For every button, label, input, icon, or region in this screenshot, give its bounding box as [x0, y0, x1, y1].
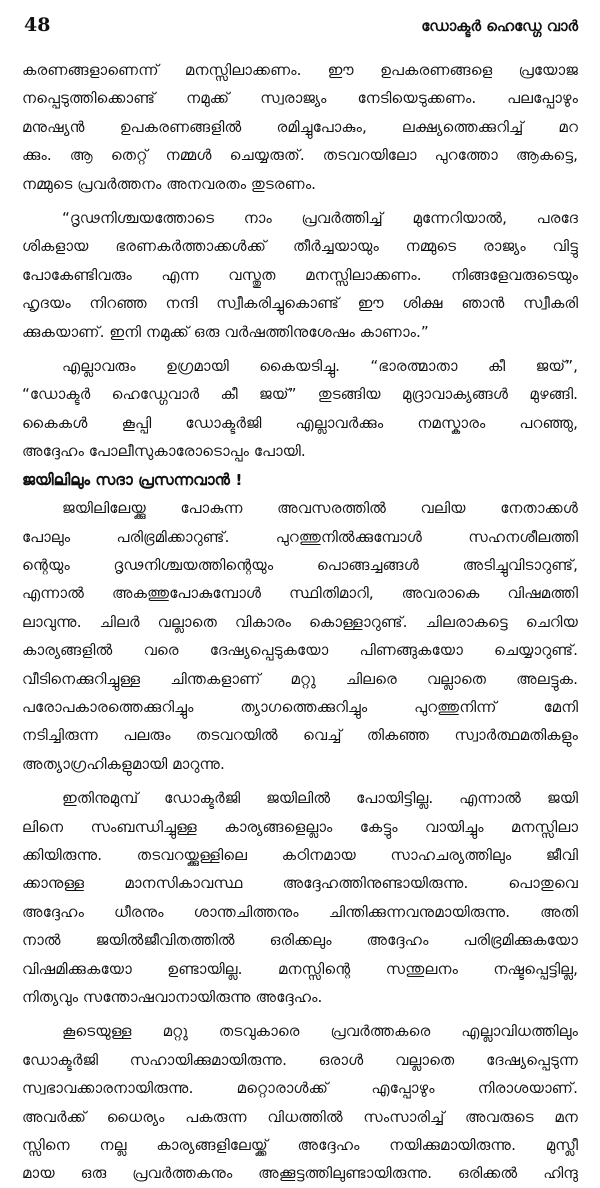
text-line: കാര്യങ്ങളിൽ വരെ ദേഷ്യപ്പെടുകയോ പിണങ്ങുകയോ ചെയ്യാറുണ്ട്.: [22, 641, 578, 660]
paragraph: [22, 352, 578, 466]
text-line: ക്കും. ആ തെറ്റ് നമ്മൾ ചെയ്യരുത്. തടവറയിലോ പുറത്തോ ആകട്ടെ,: [22, 146, 578, 165]
page-number: 48: [24, 14, 51, 36]
text-line: മായ ഒരു പ്രവർത്തകനും അക്കൂട്ടത്തിലുണ്ടായിരുന്നു. ഒരിക്കൽ ഹിന്ദു: [22, 1164, 578, 1183]
paragraph: [22, 784, 578, 1011]
text-line: നടിച്ചിരുന്ന പലരും തടവറയിൽ വെച്ച് തികഞ്ഞ സ്വാർത്ഥമതികളും: [22, 726, 578, 745]
paragraph: [22, 494, 578, 778]
text-line: നാൽ ജയിൽജീവിതത്തിൽ ഒരിക്കലും അദ്ദേഹം പരിഭ്രമിക്കുകയോ: [22, 931, 578, 950]
text-line: വീടിനെക്കുറിച്ചുള്ള ചിന്തകളാണ് മറ്റു ചിലരെ വല്ലാതെ അലട്ടുക.: [22, 669, 578, 688]
page-header: [22, 14, 578, 44]
text-line: കരണങ്ങളാണെന്ന് മനസ്സിലാക്കണം. ഈ ഉപകരണങ്ങളെ പ്രയോജ: [22, 61, 578, 79]
text-line: അദ്ദേഹം ധീരനും ശാന്തചിത്തനും ചിന്തിക്കുന്നവനുമായിരുന്നു. അതി: [22, 902, 578, 921]
text-line: അവർക്ക് ധൈര്യം പകരുന്ന വിധത്തിൽ സംസാരിച്ച് അവരുടെ മന: [22, 1107, 578, 1126]
text-line: ലിനെ സംബന്ധിച്ചുള്ള കാര്യങ്ങളെല്ലാം കേട്ടും വായിച്ചും മനസ്സിലാ: [22, 817, 578, 836]
text-line: അദ്ദേഹം പോലീസുകാരോടൊപ്പം പോയി.: [22, 442, 306, 461]
text-line: വിഷമിക്കുകയോ ഉണ്ടായില്ല. മനസ്സിന്റെ സന്തുലനം നഷ്ടപ്പെട്ടില്ല,: [22, 959, 578, 978]
text-line: ഇതിനുമുമ്പ് ഡോക്ടർജി ജയിലിൽ പോയിട്ടില്ല. എന്നാൽ ജയി: [62, 789, 578, 808]
text-line: നപ്പെടുത്തിക്കൊണ്ട് നമുക്ക് സ്വരാജ്യം നേടിയെടുക്കണം. പലപ്പോഴും: [22, 89, 578, 108]
section-heading: ജയിലിലും സദാ പ്രസന്നവാൻ !: [22, 470, 243, 489]
text-line: ലാവുന്നു. ചിലർ വല്ലാതെ വികാരം കൊള്ളാറുണ്ട്. ചിലരാകട്ടെ ചെറിയ: [22, 612, 578, 631]
text-line: ഹൃദയം നിറഞ്ഞ നന്ദി സ്വീകരിച്ചുകൊണ്ട് ഈ ശിക്ഷ ഞാൻ സ്വീകരി: [22, 294, 578, 313]
text-line: പോലും പരിഭ്രമിക്കാറുണ്ട്. പുറത്തുനിൽക്കുമ്പോൾ സഹനശീലത്തി: [22, 527, 578, 546]
text-line: കൈകൾ കൂപ്പി ഡോക്ടർജി എല്ലാവർക്കും നമസ്കാരം പറഞ്ഞു,: [22, 413, 578, 432]
text-line: “ഡോക്ടർ ഹെഡ്ഗേവാർ കീ ജയ്” തുടങ്ങിയ മുദ്രാവാക്യങ്ങൾ മുഴങ്ങി.: [22, 385, 578, 404]
text-line: ന്റെയും ദൃഢനിശ്ചയത്തിന്റെയും പൊങ്ങച്ചങ്ങൾ അടിച്ചുവിടാറുണ്ട്,: [22, 555, 578, 574]
text-line: ക്കാനുള്ള മാനസികാവസ്ഥ അദ്ദേഹത്തിനുണ്ടായിരുന്നു. പൊതുവെ: [22, 874, 578, 893]
text-line: നിത്യവും സന്തോഷവാനായിരുന്നു അദ്ദേഹം.: [22, 988, 323, 1006]
paragraph: [22, 56, 578, 198]
text-line: ക്കിയിരുന്നു. തടവറയ്ക്കുള്ളിലെ കഠിനമായ സാഹചര്യത്തിലും ജീവി: [22, 845, 578, 864]
text-line: ജയിലിലേയ്ക്കു പോകുന്ന അവസരത്തിൽ വലിയ നേതാക്കൾ: [62, 499, 578, 518]
text-line: പോകേണ്ടിവരും എന്ന വസ്തുത മനസ്സിലാക്കണം. നിങ്ങളേവരുടെയും: [22, 265, 578, 284]
paragraph: [22, 204, 578, 346]
text-line: ശികളായ ഭരണകർത്താക്കൾക്ക് തീർച്ചയായും നമ്മുടെ രാജ്യം വിട്ടു: [22, 237, 578, 256]
text-line: സ്സിനെ നല്ല കാര്യങ്ങളിലേയ്ക്ക് അദ്ദേഹം നയിക്കുമായിരുന്നു. മുസ്ലീ: [22, 1136, 578, 1155]
text-line: ക്കുകയാണ്. ഇനി നമുക്ക് ഒരു വർഷത്തിനുശേഷം കാണാം.”: [22, 322, 429, 341]
running-title: ഡോക്ടർ ഹെഡ്ഗേ വാർ: [421, 17, 578, 35]
body-text: [22, 56, 578, 1188]
text-line: അത്യാഗ്രഹികളുമായി മാറുന്നു.: [22, 754, 225, 773]
paragraph: [22, 1017, 578, 1187]
text-line: പരോപകാരത്തെക്കുറിച്ചും ത്യാഗത്തെക്കുറിച്ചും പുറത്തുനിന്ന് മേനി: [22, 697, 578, 716]
text-line: എന്നാൽ അകത്തുപോകുമ്പോൾ സ്ഥിതിമാറി, അവരാകെ വിഷമത്തി: [22, 584, 578, 603]
text-line: “ദൃഢനിശ്ചയത്തോടെ നാം പ്രവർത്തിച്ച് മുന്നേറിയാൽ, പരദേ: [62, 209, 578, 228]
text-line: നമ്മുടെ പ്രവർത്തനം അനവരതം തുടരണം.: [22, 174, 317, 193]
text-line: ഡോക്ടർജി സഹായിക്കുമായിരുന്നു. ഒരാൾ വല്ലാതെ ദേഷ്യപ്പെടുന്ന: [22, 1050, 578, 1069]
text-line: എല്ലാവരും ഉഗ്രമായി കൈയടിച്ചു. “ഭാരത്മാതാ കീ ജയ്”,: [62, 357, 578, 376]
text-line: കൂടെയുള്ള മറ്റു തടവുകാരെ പ്രവർത്തകരെ എല്ലാവിധത്തിലും: [62, 1022, 578, 1041]
text-line: മനുഷ്യൻ ഉപകരണങ്ങളിൽ രമിച്ചുപോകും, ലക്ഷ്യത്തെക്കുറിച്ച് മറ: [22, 117, 578, 136]
text-line: സ്വഭാവക്കാരനായിരുന്നു. മറ്റൊരാൾക്ക് എപ്പോഴും നിരാശയാണ്.: [22, 1079, 578, 1098]
